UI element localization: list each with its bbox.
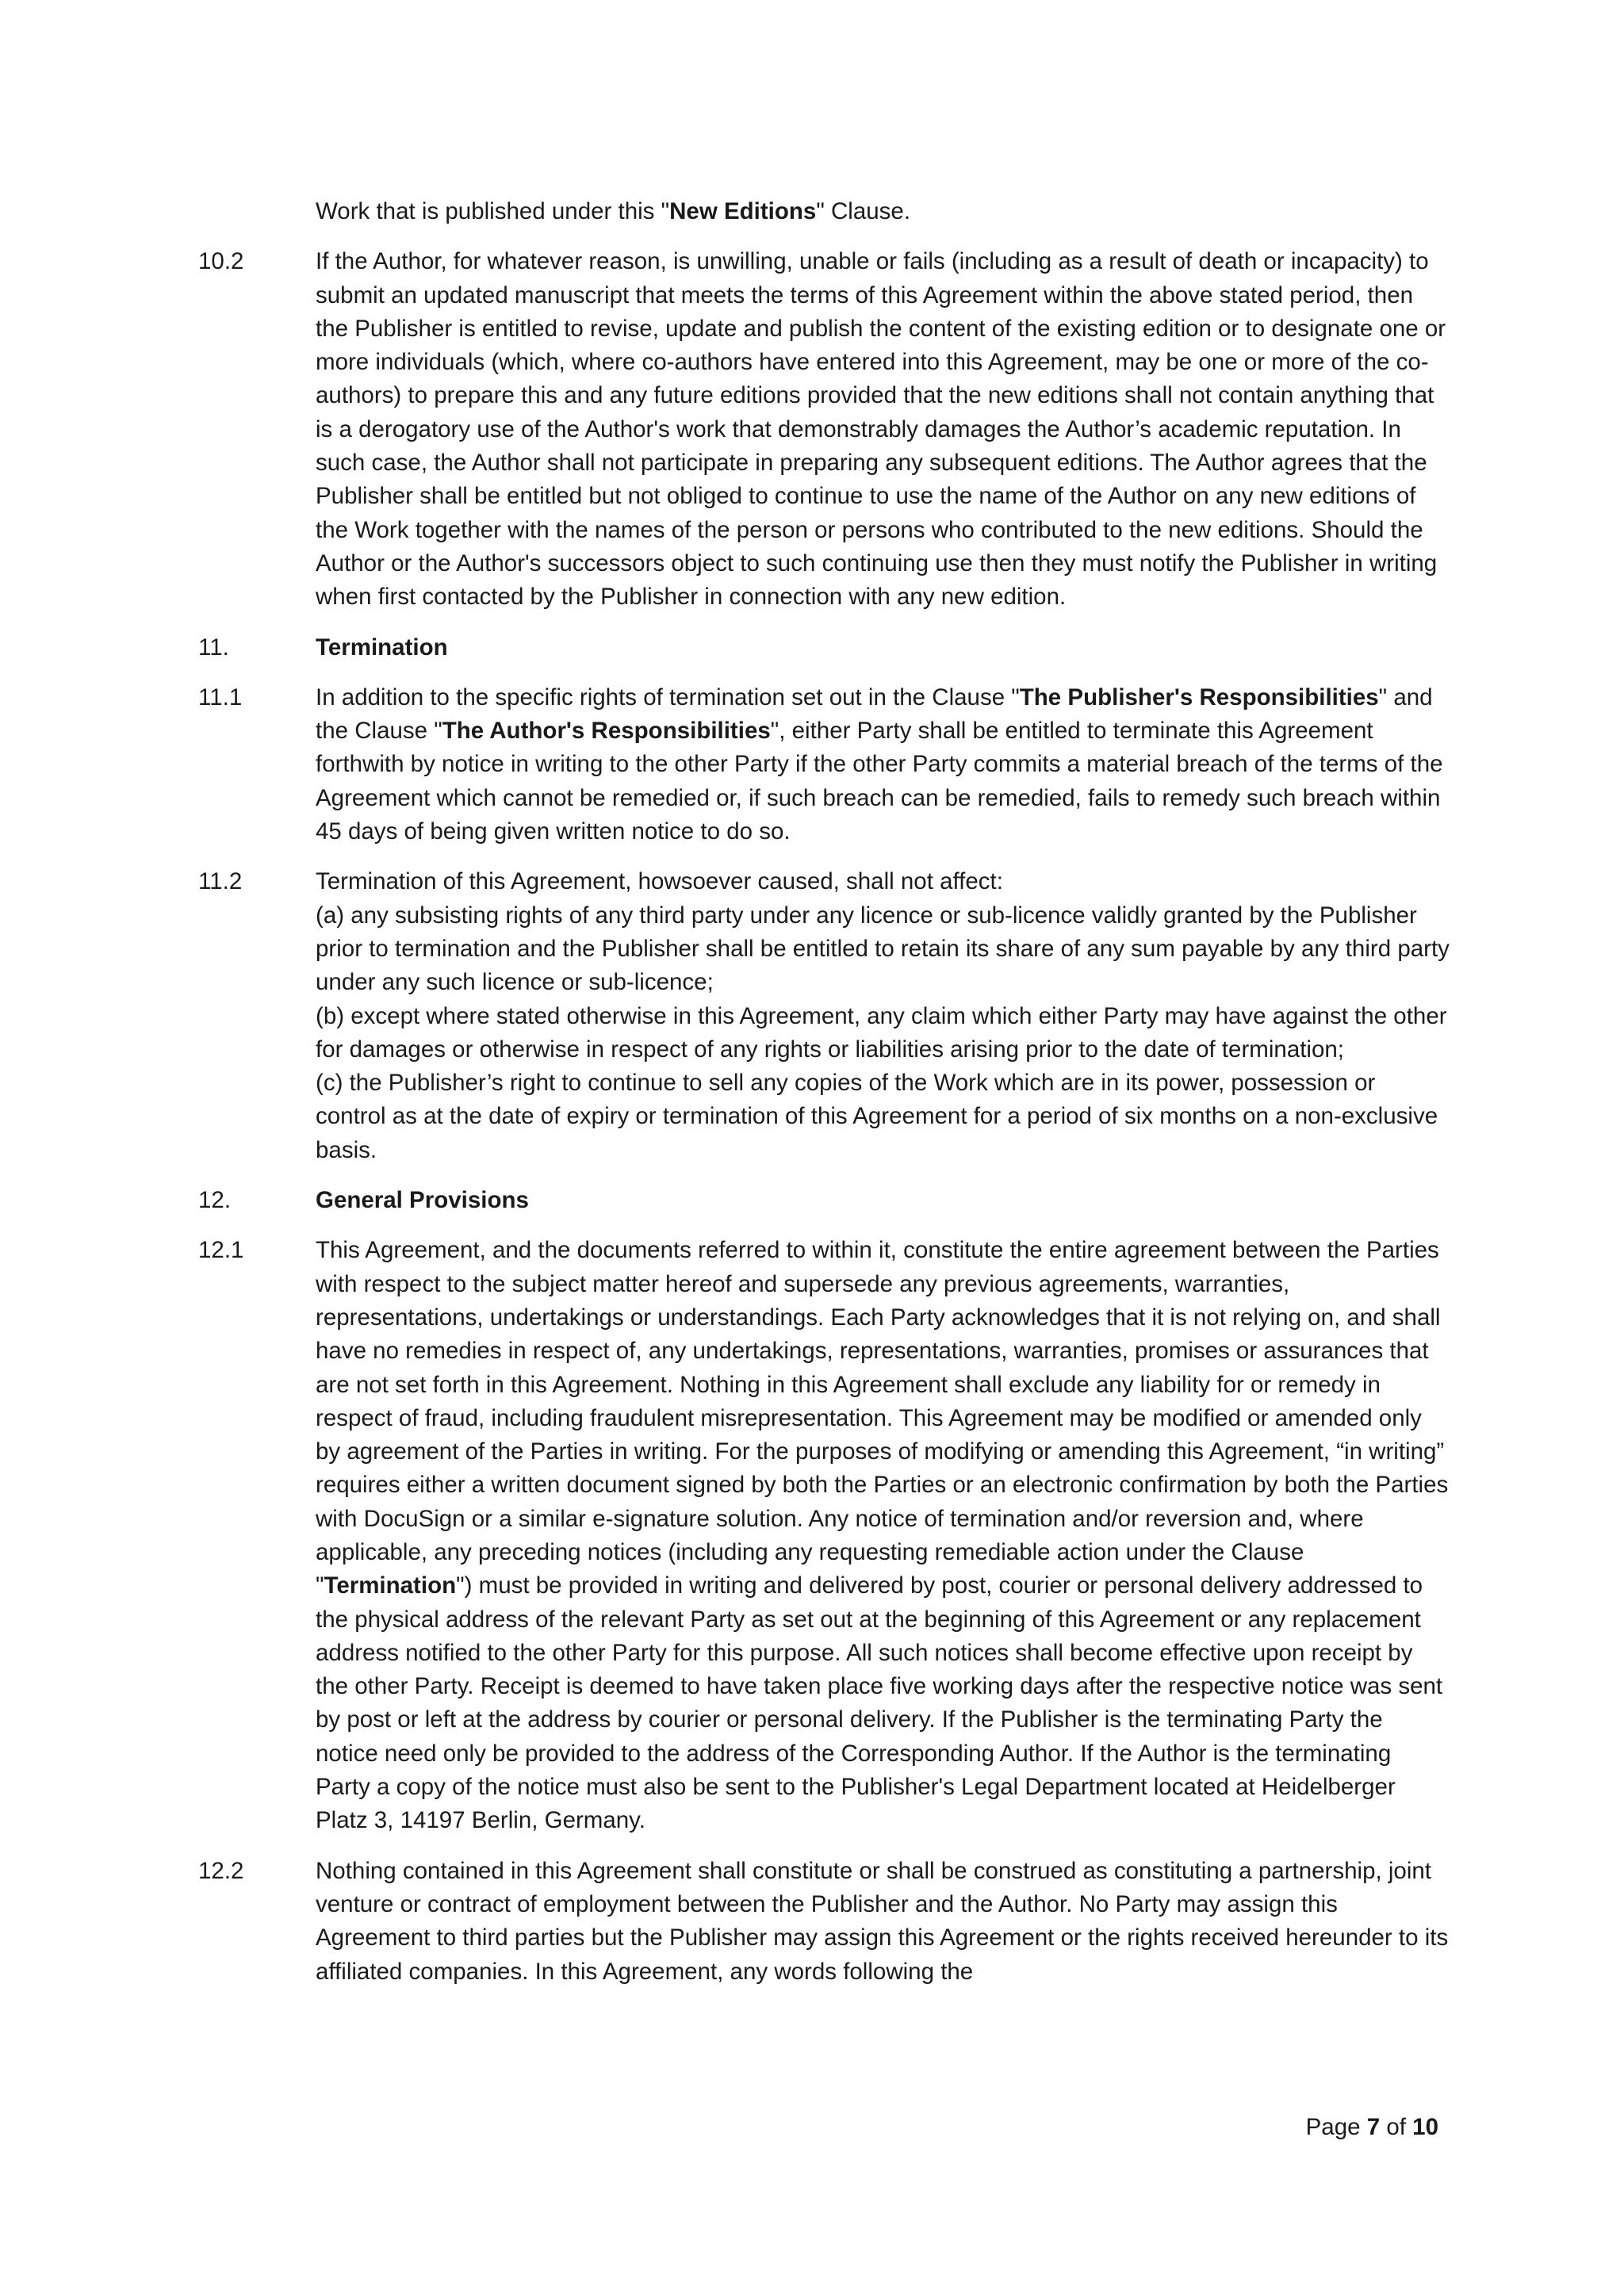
text-run: " and the Clause " xyxy=(316,684,1433,745)
current-page-number: 7 xyxy=(1366,2114,1381,2140)
page-content xyxy=(198,195,1451,2005)
clause-12-1 xyxy=(198,1234,1451,1837)
clause-11-1 xyxy=(198,681,1451,848)
clause-number-empty xyxy=(198,195,316,228)
of-label: of xyxy=(1386,2114,1406,2140)
bold-term: Termination xyxy=(324,1572,457,1599)
clause-number: 11.2 xyxy=(198,868,243,895)
text-run: This Agreement, and the documents referred to within it, constitute the entire agreement between the Parties with respect to the subject matter hereof and supersede any previous agreements, warranties, representations, undertakings or understandings. Each Party acknowledges that it is not relying on, and shall have no remedies in respect of, any undertakings, representations, warranties, promises or assurances that are not set forth in this Agreement. Nothing in this Agreement shall exclude any liability for or remedy in respect of fraud, including fraudulent misrepresentation. This Agreement may be modified or amended only by agreement of the Parties in writing. For the purposes of modifying or amending this Agreement, “in writing” requires either a written document signed by both the Parties or an electronic confirmation by both the Parties with DocuSign or a similar e-signature solution. Any notice of termination and/or reversion and, where applicable, any preceding notices (including any requesting remediable action under the Clause " xyxy=(316,1237,1449,1599)
clause-intro: Termination of this Agreement, howsoever caused, shall not affect: xyxy=(316,868,1003,895)
bold-term: The Publisher's Responsibilities xyxy=(1019,684,1379,710)
clause-text xyxy=(316,865,1451,1167)
text-run: " Clause. xyxy=(816,198,911,224)
sub-item-a: (a) any subsisting rights of any third party under any licence or sub-licence validly granted by the Publisher prior to termination and the Publisher shall be entitled to retain its share of any sum payable by any third party under any such licence or sub-licence; xyxy=(316,902,1450,996)
clause-12-2 xyxy=(198,1855,1451,1989)
clause-number: 12.1 xyxy=(198,1237,244,1264)
sub-item-b: (b) except where stated otherwise in this Agreement, any claim which either Party may have against the other for damages or otherwise in respect of any rights or liabilities arising prior to the date of termination; xyxy=(316,1002,1447,1063)
clause-number: 12.2 xyxy=(198,1857,244,1884)
section-heading: Termination xyxy=(316,634,448,661)
clause-text xyxy=(316,681,1451,848)
clause-text xyxy=(316,1234,1451,1837)
clause-text: If the Author, for whatever reason, is unwilling, unable or fails (including as a result of death or incapacity) to submit an updated manuscript that meets the terms of this Agreement within the above stated period, then the Publisher is entitled to revise, update and publish the content of the existing edition or to designate one or more individuals (which, where co-authors have entered into this Agreement, may be one or more of the co-authors) to prepare this and any future editions provided that the new editions shall not contain anything that is a derogatory use of the Author's work that demonstrably damages the Author’s academic reputation. In such case, the Author shall not participate in preparing any subsequent editions. The Author agrees that the Publisher shall be entitled but not obliged to continue to use the name of the Author on any new editions of the Work together with the names of the person or persons who contributed to the new editions. Should the Author or the Author's successors object to such continuing use then they must notify the Publisher in writing when first contacted by the Publisher in connection with any new edition. xyxy=(316,248,1446,611)
bold-term: New Editions xyxy=(669,198,817,224)
section-number: 11. xyxy=(198,634,229,661)
clause-11-2 xyxy=(198,865,1451,1167)
clause-number: 11.1 xyxy=(198,684,243,710)
section-11-heading xyxy=(198,631,1451,664)
section-number: 12. xyxy=(198,1187,232,1214)
bold-term: The Author's Responsibilities xyxy=(442,718,771,745)
sub-item-c: (c) the Publisher’s right to continue to sell any copies of the Work which are in its power, possession or control as at the date of expiry or termination of this Agreement for a period of six months on a non-exclusive basis. xyxy=(316,1070,1438,1163)
continuation-paragraph xyxy=(198,195,1451,228)
clause-10-2 xyxy=(198,245,1451,614)
text-run: In addition to the specific rights of termination set out in the Clause " xyxy=(316,684,1020,710)
paragraph-text xyxy=(316,195,1451,228)
total-pages-number: 10 xyxy=(1412,2114,1438,2140)
text-run: ") must be provided in writing and delivered by post, courier or personal delivery addressed to the physical address of the relevant Party as set out at the beginning of this Agreement or any replacement address notified to the other Party for this purpose. All such notices shall become effective upon receipt by the other Party. Receipt is deemed to have taken place five working days after the respective notice was sent by post or left at the address by courier or personal delivery. If the Publisher is the terminating Party the notice need only be provided to the address of the Corresponding Author. If the Author is the terminating Party a copy of the notice must also be sent to the Publisher's Legal Department located at Heidelberger Platz 3, 14197 Berlin, Germany. xyxy=(316,1572,1443,1834)
text-run: Work that is published under this " xyxy=(316,198,670,224)
clause-number: 10.2 xyxy=(198,248,244,275)
page-label: Page xyxy=(1305,2114,1361,2140)
text-run: ", either Party shall be entitled to terminate this Agreement forthwith by notice in writing to the other Party if the other Party commits a material breach of the terms of the Agreement which cannot be remedied or, if such breach can be remedied, fails to remedy such breach within 45 days of being given written notice to do so. xyxy=(316,718,1443,845)
page-footer xyxy=(1306,2112,1438,2143)
section-12-heading xyxy=(198,1184,1451,1217)
clause-text: Nothing contained in this Agreement shall constitute or shall be construed as constituting a partnership, joint venture or contract of employment between the Publisher and the Author. No Party may assign this Agreement to third parties but the Publisher may assign this Agreement or the rights received hereunder to its affiliated companies. In this Agreement, any words following the xyxy=(316,1857,1449,1985)
section-heading: General Provisions xyxy=(316,1187,529,1214)
